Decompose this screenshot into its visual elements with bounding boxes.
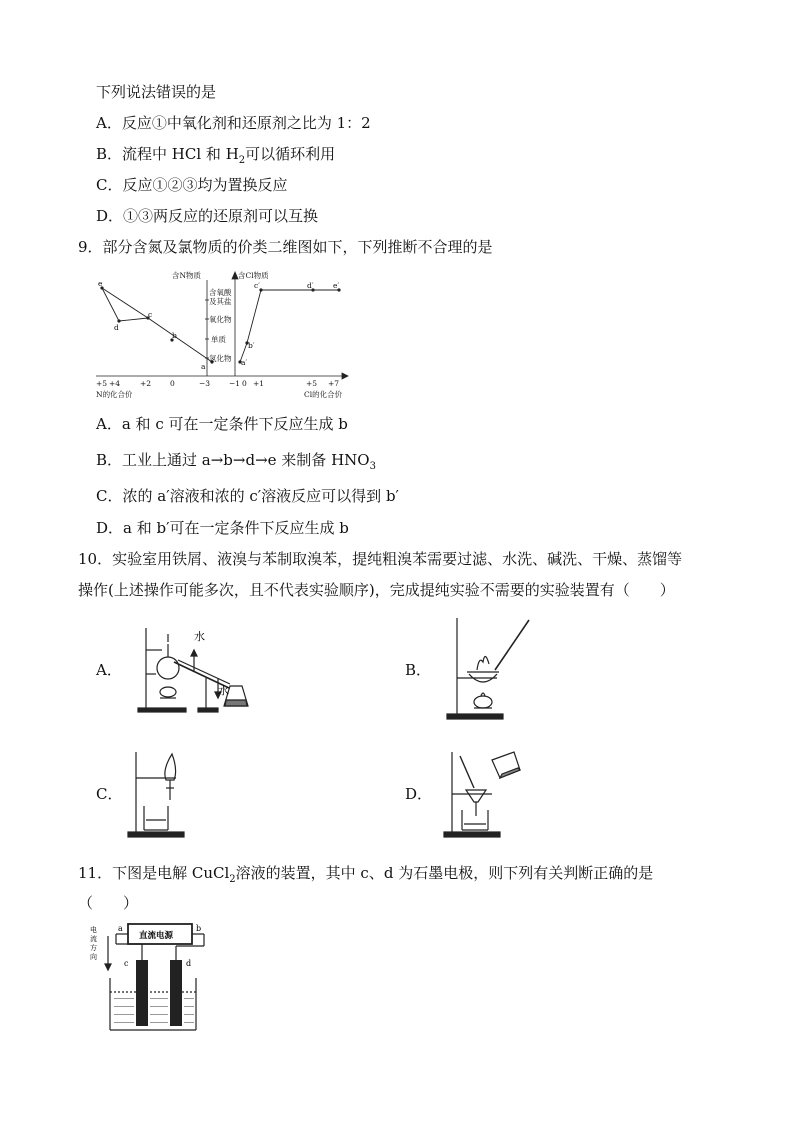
category-acid-1: 含氧酸 — [209, 288, 232, 297]
q9-option-a: A．a 和 c 可在一定条件下反应生成 b — [96, 415, 348, 433]
separatory-funnel-apparatus — [126, 748, 200, 840]
point-label-c-prime: c′ — [254, 281, 260, 290]
category-element: 单质 — [211, 335, 226, 344]
electrode-c-label: c — [124, 959, 129, 968]
svg-text:电: 电 — [90, 926, 97, 934]
apparatus-label-d: D． — [405, 785, 433, 803]
point-label-d-prime: d′ — [307, 281, 314, 290]
q9-stem: 9．部分含氮及氯物质的价类二维图如下，下列推断不合理的是 — [78, 238, 493, 256]
cl-axis-label: Cl的化合价 — [304, 390, 343, 399]
q8-option-b: B．流程中 HCl 和 $H_2$可以循环利用 — [96, 145, 336, 166]
q10-stem-line1: 10．实验室用铁屑、液溴与苯制取溴苯，提纯粗溴苯需要过滤、水洗、碱洗、干燥、蒸馏等 — [78, 550, 683, 568]
q9-option-d: D．a 和 b′可在一定条件下反应生成 b — [96, 519, 349, 537]
cl-series-lines — [240, 290, 339, 362]
n-tick-plus4: +4 — [109, 379, 121, 388]
top-left-label: 含N物质 — [172, 271, 202, 280]
evaporation-apparatus — [443, 612, 533, 724]
power-source-label: 直流电源 — [139, 931, 174, 941]
n-axis-label: N的化合价 — [96, 390, 133, 399]
point-label-b-prime: b′ — [248, 341, 255, 350]
n-tick-plus2: +2 — [140, 379, 152, 388]
terminal-a-label: a — [118, 924, 123, 933]
q8-option-c: C．反应①②③均为置换反应 — [96, 176, 288, 194]
distillation-apparatus — [134, 622, 254, 716]
apparatus-label-c: C． — [96, 785, 123, 803]
point-label-a: a — [201, 362, 206, 371]
electrolysis-apparatus — [88, 920, 218, 1036]
q8-option-a: A．反应①中氧化剂和还原剂之比为 1：2 — [96, 114, 371, 132]
electrode-d-label: d — [186, 959, 192, 968]
q9-option-c: C．浓的 a′溶液和浓的 c′溶液反应可以得到 b′ — [96, 487, 399, 505]
q10-stem-line2: 操作(上述操作可能多次，且不代表实验顺序)，完成提纯实验不需要的实验装置有（ ） — [78, 581, 675, 599]
apparatus-label-b: B． — [405, 661, 432, 679]
top-right-label: 含Cl物质 — [238, 271, 269, 280]
electrode-d — [170, 960, 182, 1026]
point-label-d: d — [114, 323, 119, 332]
cl-tick-0: 0 — [242, 379, 247, 388]
point-label-e: e — [98, 279, 103, 288]
category-oxide: 氧化物 — [209, 315, 232, 324]
filtration-apparatus — [442, 748, 528, 840]
svg-text:向: 向 — [90, 953, 97, 961]
q8-stem-tail: 下列说法错误的是 — [96, 83, 217, 101]
category-acid-2: 及其盐 — [209, 297, 232, 306]
n-tick-minus3: −3 — [199, 379, 211, 388]
cl-tick-plus7: +7 — [328, 379, 340, 388]
category-hydride: 氢化物 — [209, 354, 232, 363]
cl-tick-minus1: −1 — [229, 379, 241, 388]
terminal-b-label: b — [196, 924, 202, 933]
point-label-b: b — [172, 331, 177, 340]
valence-category-diagram — [92, 266, 352, 402]
q8-option-d: D．①③两反应的还原剂可以互换 — [96, 207, 319, 225]
water-label-in: 水 — [218, 684, 229, 697]
q11-stem-line1: 11．下图是电解 CuCl$_2$溶液的装置，其中 c、d 为石墨电极，则下列有关判断正确的是 — [78, 864, 654, 885]
apparatus-label-a: A． — [96, 661, 122, 679]
point-label-c: c — [148, 310, 153, 319]
n-tick-plus5: +5 — [96, 379, 108, 388]
point-label-a-prime: a′ — [241, 358, 248, 367]
q9-option-b: B．工业上通过 a→b→d→e 来制备 $HNO_3$ — [96, 451, 376, 472]
cl-tick-plus5: +5 — [306, 379, 318, 388]
svg-text:流: 流 — [90, 935, 97, 943]
svg-text:方: 方 — [90, 944, 97, 952]
current-direction-label — [90, 925, 97, 961]
electrode-c — [136, 960, 148, 1026]
water-label-out: 水 — [194, 630, 205, 643]
cl-tick-plus1: +1 — [253, 379, 265, 388]
point-label-e-prime: e′ — [333, 281, 340, 290]
n-tick-0: 0 — [170, 379, 175, 388]
q11-stem-line2: （ ） — [78, 894, 139, 912]
